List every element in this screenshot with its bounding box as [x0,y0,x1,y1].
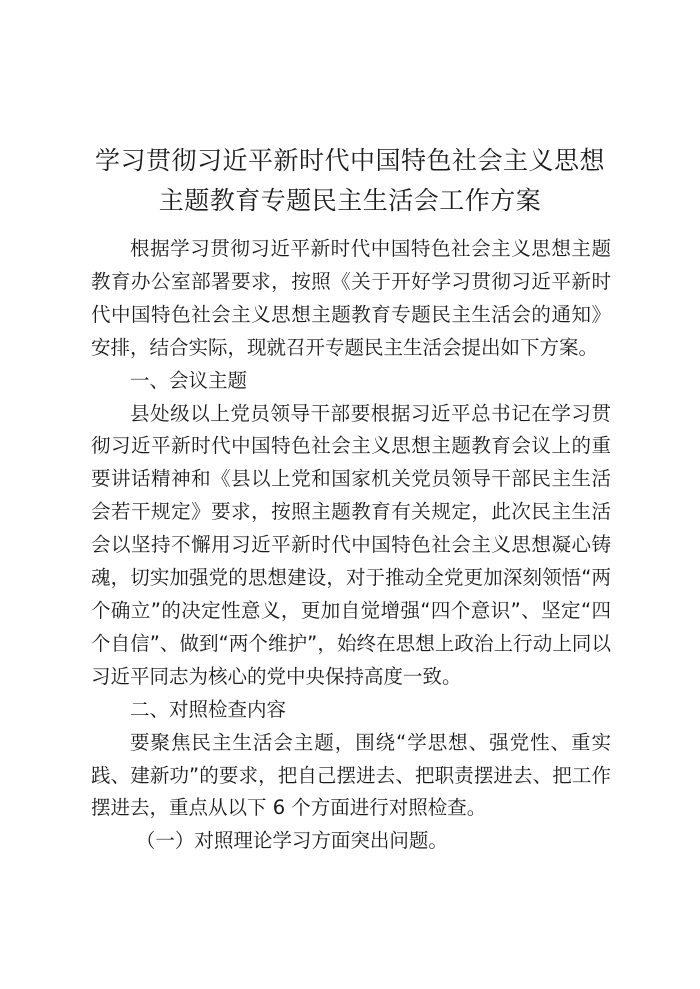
intro-paragraph: 根据学习贯彻习近平新时代中国特色社会主义思想主题教育办公室部署要求，按照《关于开好学习贯彻习近平新时代中国特色社会主义思想主题教育专题民主生活会的通知》安排，结合实际，现就召开专题民主生活会提出如下方案。 [91,237,611,359]
section-heading-meeting-theme: 一、会议主题 [130,368,248,392]
document-body [91,233,611,858]
document-title-line-1: 学习贯彻习近平新时代中国特色社会主义思想 [94,146,605,175]
document-title-line-2: 主题教育专题民主生活会工作方案 [158,186,542,215]
inspection-content-paragraph: 要聚焦民主生活会主题，围绕“学思想、强党性、重实践、建新功”的要求，把自己摆进去、把职责摆进去、把工作摆进去，重点从以下 6 个方面进行对照检查。 [91,730,611,820]
section-heading-inspection-content: 二、对照检查内容 [130,697,287,721]
subsection-heading-theory-study: （一）对照理论学习方面突出问题。 [135,829,448,853]
meeting-theme-paragraph: 县处级以上党员领导干部要根据习近平总书记在学习贯彻习近平新时代中国特色社会主义思想主题教育会议上的重要讲话精神和《县以上党和国家机关党员领导干部民主生活会若干规定》要求，按照主题教育有关规定，此次民主生活会以坚持不懈用习近平新时代中国特色社会主义思想凝心铸魂，切实加强党的思想建设，对于推动全党更加深刻领悟“两个确立”的决定性意义，更加自觉增强“四个意识”、坚定“四个自信”、做到“两个维护”，始终在思想上政治上行动上同以习近平同志为核心的党中央保持高度一致。 [91,401,611,688]
